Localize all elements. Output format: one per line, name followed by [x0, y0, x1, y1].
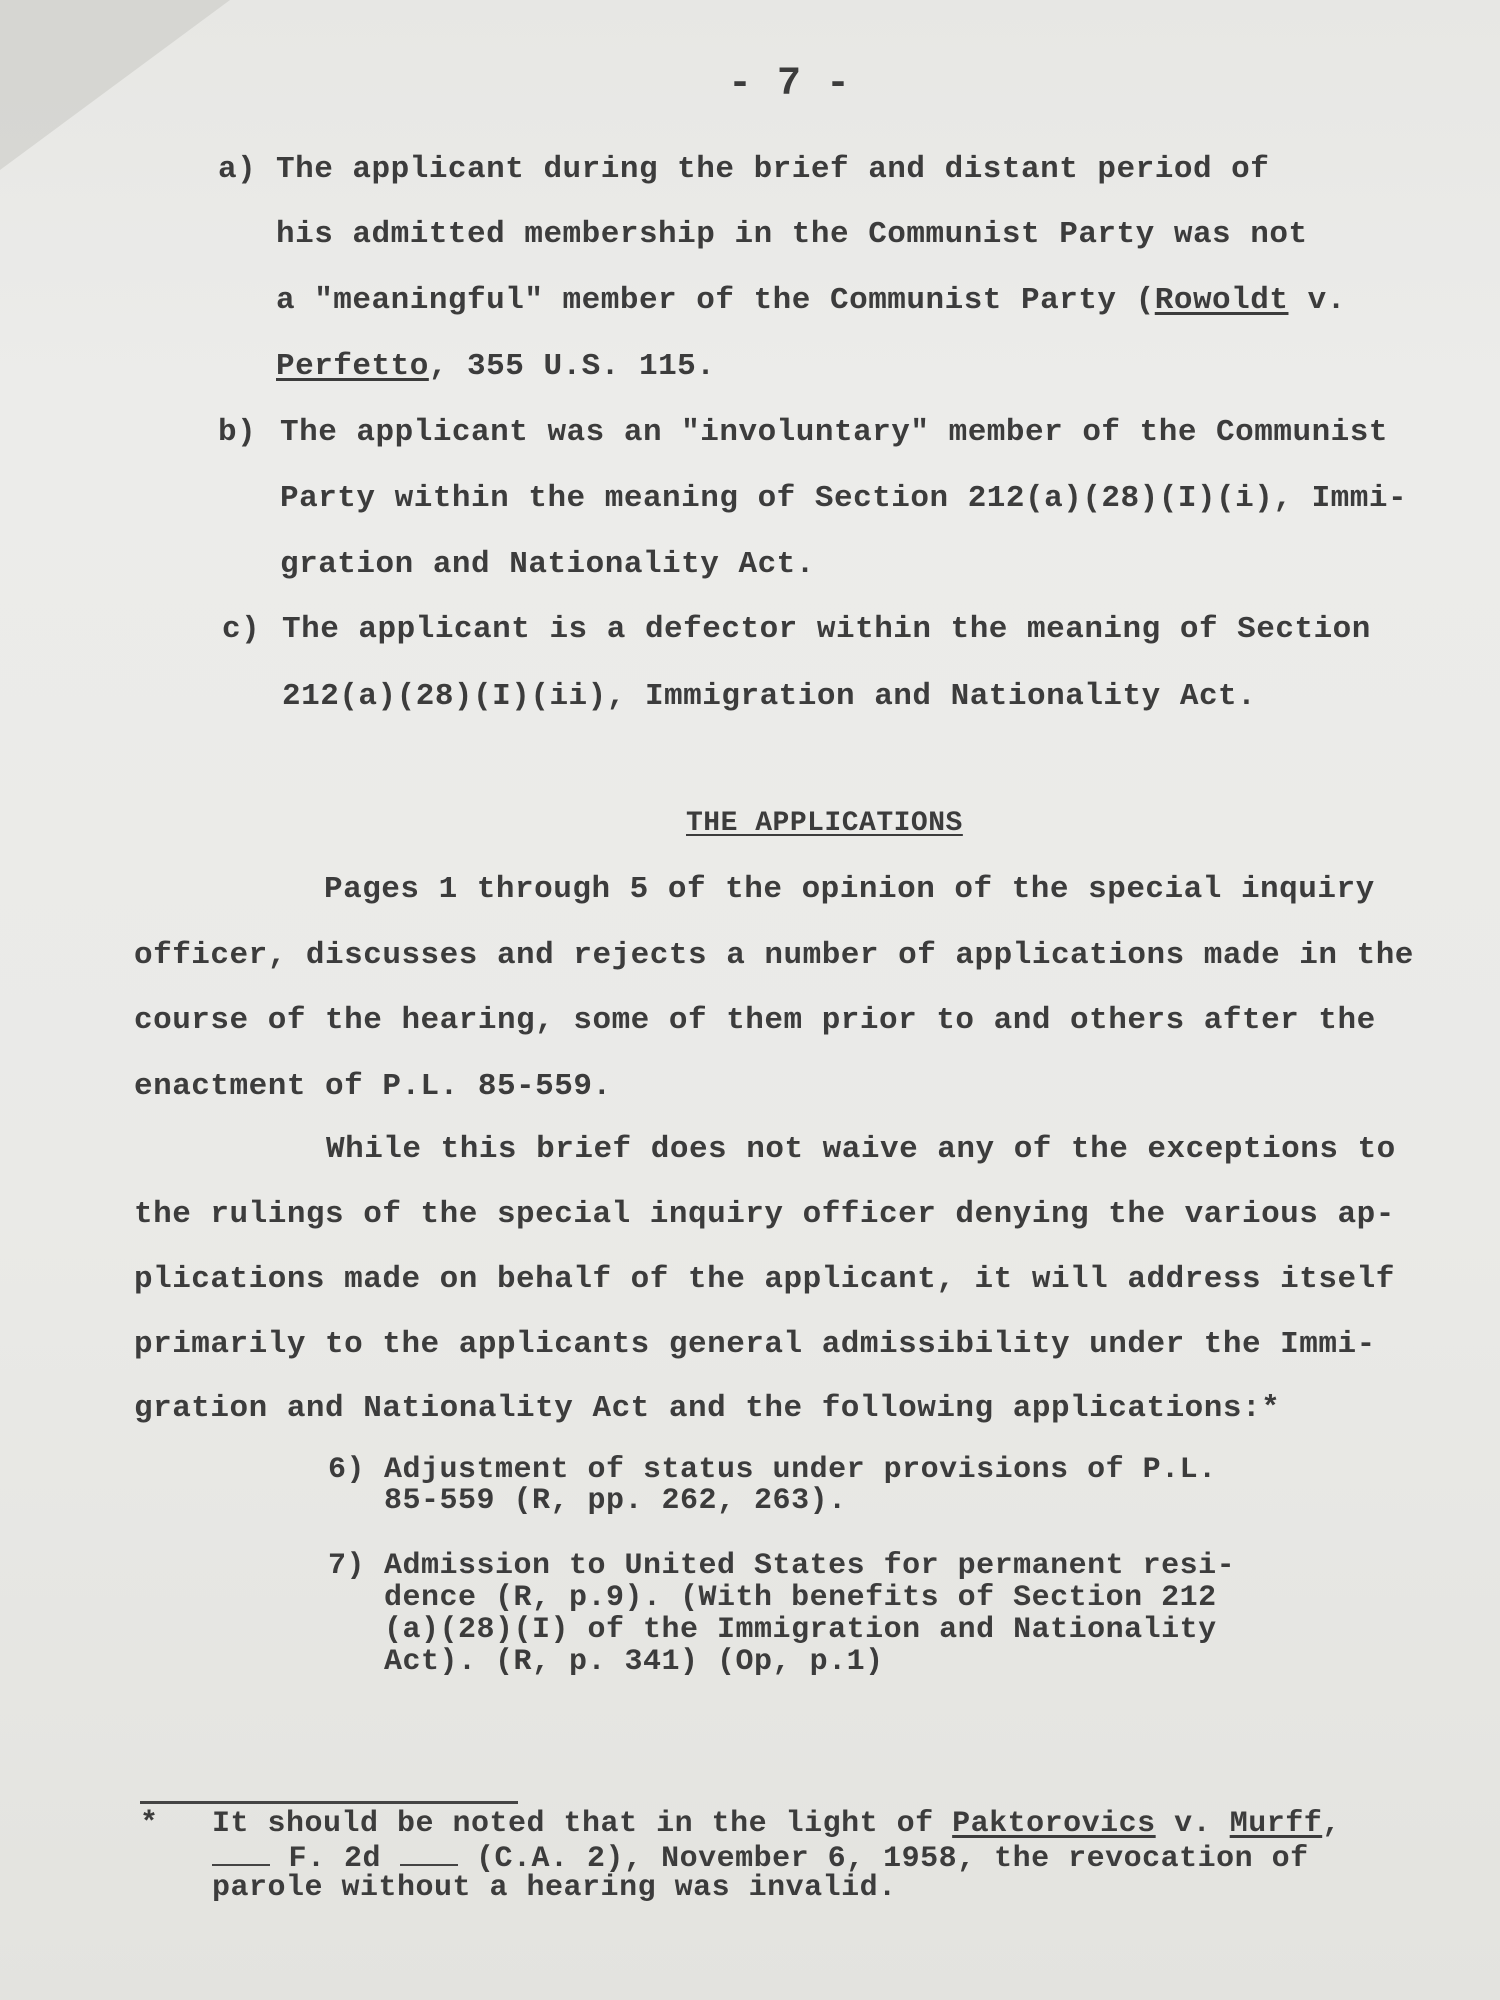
case-v: v.	[1288, 283, 1346, 318]
case-name-rowoldt: Rowoldt	[1154, 283, 1289, 318]
application-6-line-2: 85-559 (R, pp. 262, 263).	[384, 1484, 847, 1518]
application-7-marker: 7)	[328, 1549, 366, 1583]
application-7-line-2: dence (R, p.9). (With benefits of Section 212	[384, 1581, 1217, 1615]
item-b-line-1: The applicant was an "involuntary" member of the Communist	[280, 415, 1388, 450]
application-6-line-1: Adjustment of status under provisions of P.L.	[384, 1453, 1217, 1487]
paragraph-2-line-3: plications made on behalf of the applicant, it will address itself	[134, 1262, 1395, 1297]
paragraph-2-line-5: gration and Nationality Act and the following applications:*	[134, 1391, 1281, 1426]
case-name-perfetto: Perfetto	[276, 349, 429, 384]
paragraph-2-line-2: the rulings of the special inquiry officer denying the various ap-	[134, 1197, 1395, 1232]
application-7-line-1: Admission to United States for permanent resi-	[384, 1549, 1236, 1583]
item-a-citation: , 355 U.S. 115.	[428, 349, 716, 384]
section-heading: THE APPLICATIONS	[686, 808, 963, 839]
footnote-line-3: parole without a hearing was invalid.	[212, 1871, 897, 1905]
footnote-reporter: F. 2d	[270, 1842, 400, 1876]
item-b-line-3: gration and Nationality Act.	[280, 547, 815, 582]
paragraph-1-line-4: enactment of P.L. 85-559.	[134, 1069, 612, 1104]
item-a-line-3-text: a "meaningful" member of the Communist Party (	[276, 283, 1155, 318]
footnote-line-1	[212, 1808, 1341, 1841]
page-number: - 7 -	[728, 62, 851, 107]
paragraph-2-line-1: While this brief does not waive any of the exceptions to	[326, 1132, 1396, 1167]
footnote-case-v: v.	[1155, 1807, 1230, 1841]
footnote-rule	[140, 1801, 518, 1804]
volume-blank	[212, 1840, 270, 1866]
item-c-marker: c)	[222, 612, 261, 647]
item-a-marker: a)	[218, 152, 257, 187]
paragraph-1-line-1: Pages 1 through 5 of the opinion of the special inquiry	[324, 872, 1375, 907]
application-6-marker: 6)	[328, 1453, 366, 1487]
item-a-line-4	[276, 349, 715, 384]
paragraph-1-line-3: course of the hearing, some of them prior to and others after the	[134, 1003, 1376, 1038]
footnote-marker: *	[140, 1807, 159, 1841]
item-a-line-1: The applicant during the brief and distant period of	[276, 152, 1270, 187]
application-7-line-4: Act). (R, p. 341) (Op, p.1)	[384, 1645, 884, 1679]
item-a-line-2: his admitted membership in the Communist Party was not	[276, 217, 1308, 252]
paragraph-1-line-2: officer, discusses and rejects a number of applications made in the	[134, 938, 1414, 973]
footnote-line-1-comma: ,	[1322, 1807, 1341, 1841]
case-name-paktorovics: Paktorovics	[952, 1807, 1156, 1841]
case-name-murff: Murff	[1229, 1807, 1323, 1841]
item-b-line-2: Party within the meaning of Section 212(a)(28)(I)(i), Immi-	[280, 481, 1408, 516]
footnote-line-1-text: It should be noted that in the light of	[212, 1807, 953, 1841]
item-a-line-3	[276, 283, 1346, 318]
paragraph-2-line-4: primarily to the applicants general admissibility under the Immi-	[134, 1327, 1376, 1362]
page-blank	[400, 1840, 458, 1866]
page-fold-corner	[0, 0, 230, 170]
footnote-line-2-text: (C.A. 2), November 6, 1958, the revocation of	[457, 1842, 1309, 1876]
item-c-line-2: 212(a)(28)(I)(ii), Immigration and Nationality Act.	[282, 679, 1257, 714]
item-c-line-1: The applicant is a defector within the meaning of Section	[282, 612, 1371, 647]
application-7-line-3: (a)(28)(I) of the Immigration and Nationality	[384, 1613, 1217, 1647]
item-b-marker: b)	[218, 415, 257, 450]
